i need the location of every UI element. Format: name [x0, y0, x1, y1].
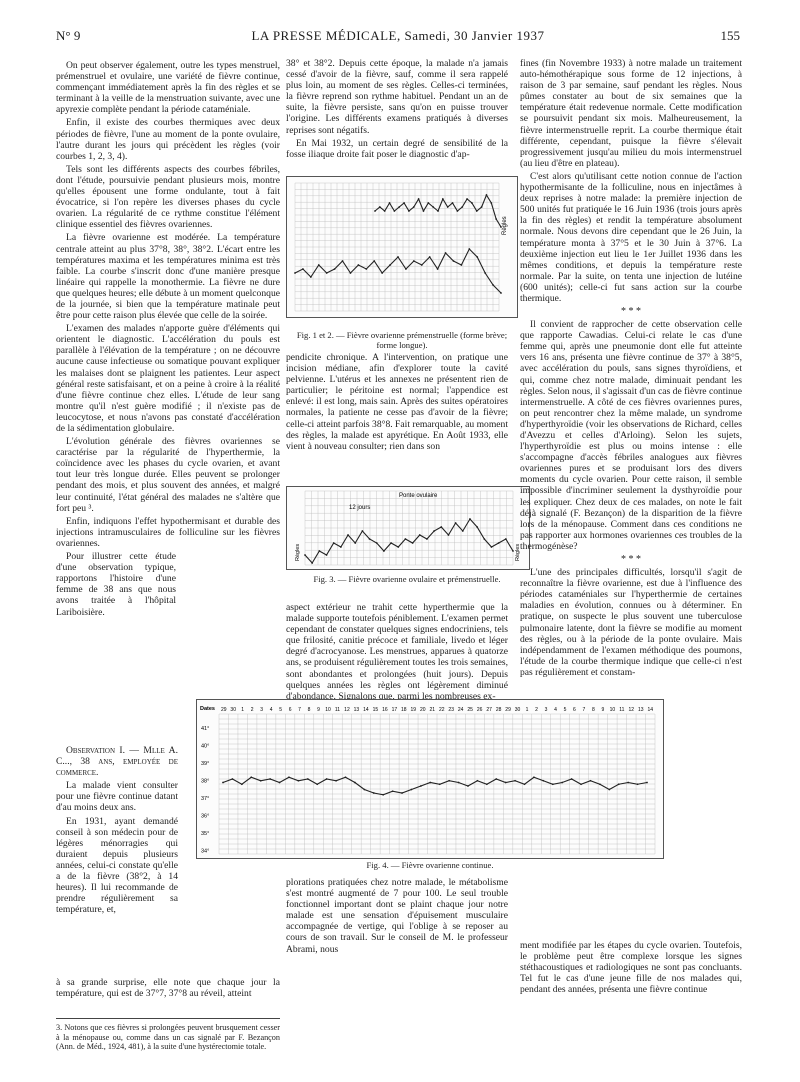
data-point	[269, 778, 271, 780]
data-point	[608, 789, 610, 791]
data-point	[316, 783, 318, 785]
data-point	[347, 534, 349, 536]
data-point	[392, 790, 394, 792]
data-point	[354, 782, 356, 784]
data-point	[418, 198, 420, 200]
data-point	[405, 538, 407, 540]
data-point	[481, 206, 483, 208]
data-point	[304, 554, 306, 556]
data-point	[373, 260, 375, 262]
column-1	[56, 60, 280, 620]
date-tick-label: 13	[353, 707, 360, 713]
date-tick-label: 24	[457, 707, 464, 713]
data-point	[469, 518, 471, 520]
date-tick-label: 19	[410, 707, 417, 713]
data-point	[466, 198, 468, 200]
data-point	[440, 526, 442, 528]
data-point	[492, 284, 494, 286]
y-tick-label: 41°	[201, 726, 210, 732]
data-point	[374, 210, 376, 212]
data-point	[423, 210, 425, 212]
data-point	[302, 268, 304, 270]
data-point	[437, 210, 439, 212]
data-point	[580, 783, 582, 785]
data-point	[426, 538, 428, 540]
data-point	[361, 530, 363, 532]
data-point	[427, 202, 429, 204]
data-point	[393, 210, 395, 212]
data-point	[486, 783, 488, 785]
paragraph: Il convient de rapprocher de cette observation celle que rapporte Cawadias. Celui-ci relate le cas d'une femme qui, après une pneumonie dont elle fut atteinte vers 16 ans, présenta une fièvre continue de 37° à 38°5, avec accélération du pouls, sans signes thyroïdiens, et qui, comme chez notre malade, diminuait pendant les règles. Selon nous, il s'agissait d'un cas de fièvre continue intermenstruelle. A côté de ces fièvres ovariennes pures, on peut rencontrer chez la même malade, un syndrome d'hyperthyroïdie (voir les observations de Richard, celles d'Avezzu et celles d'Arloing). Selon les sujets, l'hyperthyroïdie est plus ou moins intense : elle s'accompagne d'accès fébriles analogues aux fièvres ovariennes pures et se produisant lors des divers moments du cycle ovarien. Pour cette raison, il semble impossible d'incriminer seulement la dysthyroïdie pour les expliquer. Chez deux de ces malades, on note le fait déjà signalé (F. Bezançon) de la disparition de la fièvre lors de la ménopause. Comment dans ces conditions ne pas rapporter aux hormones ovariennes ces troubles de la thermogénèse?	[520, 319, 742, 552]
paragraph: Pour illustrer cette étude d'une observation typique, rapportons l'histoire d'une femme de 38 ans que nous avons traitée à l'hôpital Lariboisière.	[56, 551, 176, 618]
paragraph: 38° et 38°2. Depuis cette époque, la malade n'a jamais cessé d'avoir de la fièvre, sauf, comme il sera rappelé plus loin, au moment de ses règles. Celles-ci terminées, la fièvre reprend son rythme habituel. Pendant un an de suite, la fièvre persiste, sans qu'on en puisse trouver l'origine. Les différents examens pratiqués à diverses reprises sont négatifs.	[286, 58, 508, 136]
data-point	[460, 264, 462, 266]
data-point	[447, 206, 449, 208]
page-number: 155	[720, 28, 740, 43]
paragraph: La malade vient consulter pour une fièvre continue datant d'au moins deux ans.	[56, 780, 178, 814]
data-point	[363, 789, 365, 791]
data-point	[483, 538, 485, 540]
paragraph: Enfin, indiquons l'effet hypothermisant et durable des injections intramusculaires de folliculine sur les fièvres ovariennes.	[56, 515, 280, 549]
date-tick-label: 6	[573, 707, 576, 713]
data-point	[381, 272, 383, 274]
data-point	[326, 778, 328, 780]
date-tick-label: 17	[391, 707, 398, 713]
data-point	[448, 780, 450, 782]
data-point	[455, 522, 457, 524]
data-point	[310, 276, 312, 278]
date-tick-label: 1	[241, 707, 245, 713]
date-tick-label: 15	[372, 707, 379, 713]
date-tick-label: 27	[486, 707, 492, 713]
data-point	[307, 778, 309, 780]
data-point	[408, 210, 410, 212]
data-point	[357, 264, 359, 266]
data-point	[398, 206, 400, 208]
paragraph: C'est alors qu'utilisant cette notion connue de l'action hypothermisante de la folliculine, nous en injectâmes à deux reprises à notre malade: la première injection de 500 unités fut pratiquée le 16 Juin 1936 (trois jours après la fin des règles) et rendit la température absolument normale. Nous devons dire cependant que le 26 Juin, la température monta à 37°5 et le 30 Juin à 37°6. La deuxième injection eut lieu le 1er Juillet 1936 dans les mêmes conditions, et depuis la température reste normale. Par la suite, on tenta une injection de lutéine (600 unités); celle-ci fut sans action sur la courbe thermique.	[520, 170, 742, 304]
date-tick-label: 29	[220, 707, 227, 713]
paragraph: plorations pratiquées chez notre malade, le métabolisme s'est montré augmenté de 7 pour 100. Le seul trouble fonctionnel important dont se plaint chaque jour notre malade est une sensation d'épuisement musculaire accompagnée de vertige, qui l'oblige à se reposer au cours de son travail. Sur le conseil de M. le professeur Abrami, nous	[286, 877, 508, 955]
data-point	[448, 534, 450, 536]
y-tick-label: 39°	[201, 761, 210, 767]
section-separator: * * *	[621, 306, 641, 318]
column-2-top	[286, 58, 508, 162]
data-point	[397, 546, 399, 548]
data-point	[294, 272, 296, 274]
date-tick-label: 9	[317, 707, 320, 713]
data-point	[552, 783, 554, 785]
data-point	[260, 780, 262, 782]
date-tick-label: 16	[382, 707, 388, 713]
data-point	[476, 526, 478, 528]
paragraph-continued: à sa grande surprise, elle note que chaque jour la température, qui est de 37°7, 37°8 au réveil, atteint	[56, 977, 280, 1000]
data-point	[429, 782, 431, 784]
data-point	[222, 782, 224, 784]
figure-1-2-caption: Fig. 1 et 2. — Fièvre ovarienne prémenstruelle (forme brève; forme longue).	[296, 330, 508, 350]
data-point	[561, 782, 563, 784]
date-tick-label: 18	[401, 707, 407, 713]
data-point	[618, 783, 620, 785]
data-point	[627, 782, 629, 784]
paragraph: En 1931, ayant demandé conseil à son médecin pour de légères ménorragies qui duraient depuis plusieurs années, celui-ci constate qu'elle a de la fièvre (38°2, à 14 heures). Il lui recommande de prendre régulièrement sa température, et,	[56, 815, 178, 916]
data-point	[232, 778, 234, 780]
data-point	[500, 292, 502, 294]
data-point	[373, 792, 375, 794]
paragraph: En Mai 1932, un certain degré de sensibilité de la fosse iliaque droite fait poser le diagnostic d'ap-	[286, 137, 508, 160]
data-point	[462, 530, 464, 532]
date-tick-label: 4	[269, 707, 273, 713]
figure-4	[196, 699, 664, 859]
paragraph: ment modifiée par les étapes du cycle ovarien. Toutefois, le problème peut être complexe lorsque les signes stéthacoustiques et radiologiques ne sont pas concluants. Tel fut le cas d'une jeune fille de nos malades qui, pendant des années, présenta une fièvre continue	[520, 940, 742, 996]
data-point	[433, 530, 435, 532]
data-point	[383, 550, 385, 552]
data-point	[498, 542, 500, 544]
date-tick-label: 2	[535, 707, 538, 713]
data-point	[542, 780, 544, 782]
date-tick-label: 8	[307, 707, 311, 713]
paragraph: On peut observer également, outre les types menstruel, prémenstruel et ovulaire, une variété de fièvre continue, commençant immédiatement après la fin des règles et se terminant à la veille de la menstruation suivante, avec une apyrexie complète pendant la période cataméniale.	[56, 60, 280, 116]
section-separator: * * *	[621, 554, 641, 566]
issue-number: N° 9	[56, 28, 81, 43]
data-point	[590, 780, 592, 782]
data-point	[384, 210, 386, 212]
data-point	[250, 776, 252, 778]
data-point	[411, 789, 413, 791]
date-tick-label: 14	[647, 707, 654, 713]
data-point	[413, 206, 415, 208]
data-point	[421, 264, 423, 266]
data-point	[646, 782, 648, 784]
date-tick-label: 7	[298, 707, 301, 713]
footnote: 3. Notons que ces fièvres si prolongées peuvent brusquement cesser à la ménopause ou, comme dans un cas signalé par F. Bezançon (Ann. de Méd., 1924, 481), à la suite d'une hystérectomie totale.	[56, 1018, 280, 1052]
date-tick-label: 11	[619, 707, 625, 713]
data-point	[369, 538, 371, 540]
date-tick-label: 8	[592, 707, 595, 713]
data-point	[382, 794, 384, 796]
data-point	[505, 538, 507, 540]
column-2-mid	[286, 352, 508, 454]
data-point	[571, 778, 573, 780]
date-tick-label: 13	[638, 707, 644, 713]
date-tick-label: 25	[467, 707, 473, 713]
y-tick-label: 34°	[201, 848, 210, 855]
data-point	[477, 780, 479, 782]
data-point	[429, 256, 431, 258]
data-point	[311, 562, 313, 564]
data-point	[505, 782, 507, 784]
data-point	[461, 206, 463, 208]
days-label: 12 jours	[349, 505, 371, 511]
data-point	[390, 542, 392, 544]
data-point	[524, 783, 526, 785]
paragraph: aspect extérieur ne trahit cette hyperthermie que la malade supporte toutefois péniblement. L'examen permet cependant de constater quelques signes endocriniens, tels que frilosité, canitie précoce et familiale, livedo et léger degré d'acrocyanose. Les menstrues, apparues à quatorze ans, se produisent régulièrement toutes les trois semaines, sont abondantes et prolongées (huit jours). Depuis quelques années les règles ont légèrement diminué d'abondance. Signalons que, parmi les nombreuses ex-	[286, 602, 508, 702]
data-point	[334, 268, 336, 270]
data-point	[342, 260, 344, 262]
data-point	[297, 780, 299, 782]
data-point	[453, 260, 455, 262]
data-point	[452, 202, 454, 204]
data-point	[405, 268, 407, 270]
data-point	[401, 792, 403, 794]
column-3-top	[520, 58, 742, 680]
date-tick-label: 12	[628, 707, 635, 713]
data-point	[420, 785, 422, 787]
paragraph: La fièvre ovarienne est modérée. La température centrale atteint au plus 37°8, 38°, 38°2. L'écart entre les températures maxima et les températures minima est très faible. La courbe s'inscrit donc d'une manière presque linéaire qui rappelle la monothermie. La fièvre ne dure que quelques heures; elle débute à un moment quelconque de la journée, si bien que la température matinale peut être pour cette raison plus élevée que celle de la soirée.	[56, 232, 280, 322]
date-tick-label: 30	[230, 707, 236, 713]
data-point	[354, 542, 356, 544]
data-point	[333, 542, 335, 544]
date-tick-label: 4	[554, 707, 557, 713]
data-point	[350, 272, 352, 274]
date-tick-label: 12	[344, 707, 350, 713]
data-point	[456, 210, 458, 212]
data-point	[432, 206, 434, 208]
data-point	[495, 218, 497, 220]
data-point	[241, 783, 243, 785]
data-point	[486, 194, 488, 196]
column-2-low	[286, 602, 508, 704]
data-point	[490, 202, 492, 204]
paragraph: Enfin, il existe des courbes thermiques avec deux périodes de fièvre, l'une au moment de la ponte ovulaire, l'autre durant les jours qui précèdent les règles (voir courbes 1, 2, 3, 4).	[56, 117, 280, 162]
data-point	[491, 546, 493, 548]
column-3-bottom	[520, 940, 742, 997]
data-point	[318, 264, 320, 266]
data-point	[326, 554, 328, 556]
data-point	[365, 268, 367, 270]
data-point	[279, 782, 281, 784]
date-tick-label: 14	[363, 707, 369, 713]
date-tick-label: 6	[288, 707, 292, 713]
date-tick-label: 1	[525, 707, 529, 713]
date-tick-label: 7	[582, 707, 586, 713]
data-point	[445, 252, 447, 254]
y-tick-label: 36°	[201, 813, 210, 820]
y-tick-label: 35°	[201, 831, 210, 837]
regles-label-left: Règles	[295, 543, 301, 561]
journal-title: LA PRESSE MÉDICALE, Samedi, 30 Janvier 1937	[251, 28, 545, 43]
date-tick-label: 21	[429, 707, 436, 713]
data-point	[468, 248, 470, 250]
date-tick-label: 20	[420, 707, 426, 713]
regles-label-right: Règles	[515, 543, 521, 561]
data-point	[318, 550, 320, 552]
dates-axis-title: Dates	[200, 706, 215, 712]
date-tick-label: 9	[601, 707, 605, 713]
y-tick-label: 40°	[201, 743, 210, 750]
data-point	[397, 256, 399, 258]
data-point	[484, 272, 486, 274]
data-point	[500, 226, 502, 228]
date-tick-label: 11	[334, 707, 341, 713]
data-point	[533, 776, 535, 778]
data-point	[599, 783, 601, 785]
figure-4-caption: Fig. 4. — Fièvre ovarienne continue.	[366, 860, 494, 870]
data-point	[476, 210, 478, 212]
date-tick-label: 26	[476, 707, 483, 713]
paragraph: fines (fin Novembre 1933) à notre malade un traitement auto-hémothérapique sous forme de 12 injections, à raison de 3 par semaine, sauf pendant les règles. Nous pûmes constater au bout de six semaines que la température était redevenue normale. Cette modification se poursuivit pendant six mois. Malheureusement, la fièvre intermenstruelle reprit. La courbe thermique était différente, cependant, puisque la fièvre s'élevait progressivement jusqu'au milieu du mois intermenstruel (au lieu d'être en plateau).	[520, 58, 742, 169]
data-point	[458, 782, 460, 784]
data-point	[326, 272, 328, 274]
data-point	[514, 780, 516, 782]
data-point	[288, 776, 290, 778]
data-point	[389, 202, 391, 204]
date-tick-label: 28	[495, 707, 502, 713]
paragraph: L'examen des malades n'apporte guère d'éléments qui orientent le diagnostic. L'accélération du pouls est parallèle à l'élévation de la température ; on ne découvre aucune cause infectieuse ou somatique pouvant expliquer les malaises dont se plaignent les patientes. Leur aspect général reste satisfaisant, et on a peine à croire à la réalité d'une fièvre continue chez elles. L'étude de leur sang montre qu'il n'est guère modifié ; il n'existe pas de leucocytose, et nous n'avons pas constaté d'accélération de la sédimentation globulaire.	[56, 323, 280, 434]
date-tick-label: 5	[563, 707, 567, 713]
data-point	[340, 546, 342, 548]
date-tick-label: 10	[325, 707, 331, 713]
data-point	[376, 542, 378, 544]
paragraph: L'évolution générale des fièvres ovariennes se caractérise par la régularité de l'hyperthermie, la coïncidence avec les phases du cycle ovarien, et avant tout leur très longue durée. Elles peuvent se prolonger pendant des mois, et plus souvent des années, et malgré leur continuité, l'état général des malades ne s'altère que fort peu ³.	[56, 436, 280, 514]
date-tick-label: 23	[448, 707, 454, 713]
data-point	[442, 198, 444, 200]
data-point	[467, 785, 469, 787]
page-header	[56, 28, 740, 46]
date-tick-label: 30	[514, 707, 521, 713]
column-2-bottom	[286, 877, 508, 957]
date-tick-label: 10	[609, 707, 616, 713]
date-tick-label: 29	[505, 707, 511, 713]
observation-column	[56, 745, 178, 917]
figure-1-2	[286, 176, 518, 318]
data-point	[389, 264, 391, 266]
date-tick-label: 3	[260, 707, 264, 713]
data-point	[476, 256, 478, 258]
date-tick-label: 2	[250, 707, 254, 713]
y-tick-label: 37°	[201, 796, 210, 802]
observation-heading: Observation I. — Mlle A. C..., 38 ans, employée de commerce.	[56, 745, 178, 779]
data-point	[412, 542, 414, 544]
data-point	[437, 268, 439, 270]
data-point	[637, 783, 639, 785]
data-point	[413, 260, 415, 262]
y-tick-label: 38°	[201, 778, 210, 785]
data-point	[403, 202, 405, 204]
data-point	[345, 776, 347, 778]
date-tick-label: 3	[544, 707, 548, 713]
data-point	[471, 202, 473, 204]
paragraph: pendicite chronique. A l'intervention, on pratique une incision médiane, afin d'explorer toute la cavité pelvienne. L'utérus et les annexes ne présentent rien de particulier; le péritoine est normal; l'appendice est enlevé: il est long, mais sain. Après des suites opératoires normales, la patiente ne cesse pas d'avoir de la fièvre; celle-ci atteint parfois 38°8. Fait remarquable, au moment des règles, la malade est apyrétique. En Août 1933, elle vient à nouveau consulter; rien dans son	[286, 352, 509, 452]
data-point	[512, 550, 514, 552]
data-point	[419, 534, 421, 536]
paragraph: L'une des principales difficultés, lorsqu'il s'agit de reconnaître la fièvre ovarienne, est due à l'influence des périodes cataméniales sur l'hyperthermie de certaines maladies en évolution, connues ou à déterminer. En pratique, on suspecte le plus souvent une tuberculose pulmonaire latente, dont la fièvre se modifie au moment des règles, ou à la période de la ponte ovulaire. Mais indépendamment de l'examen méthodique des poumons, l'étude de la courbe thermique indique que celle-ci n'est pas régulièrement et constam-	[520, 567, 742, 678]
figure-3	[286, 486, 530, 570]
figure-3-caption: Fig. 3. — Fièvre ovarienne ovulaire et prémenstruelle.	[313, 574, 501, 584]
ponte-ovulaire-label: Ponte ovulaire	[399, 493, 438, 499]
data-point	[439, 783, 441, 785]
date-tick-label: 22	[438, 707, 445, 713]
data-point	[379, 206, 381, 208]
data-point	[335, 780, 337, 782]
data-point	[495, 778, 497, 780]
paragraph: Tels sont les différents aspects des courbes fébriles, dont l'étude, poursuivie pendant plusieurs mois, montre qu'elles épousent une forme ondulante, tout à fait évocatrice, si l'on repère les diverses phases du cycle ovarien. La régularité de ce rythme constitue l'élément clinique essentiel des fièvres ovariennes.	[56, 163, 280, 231]
regles-label: Règles	[502, 216, 508, 235]
date-tick-label: 5	[279, 707, 282, 713]
